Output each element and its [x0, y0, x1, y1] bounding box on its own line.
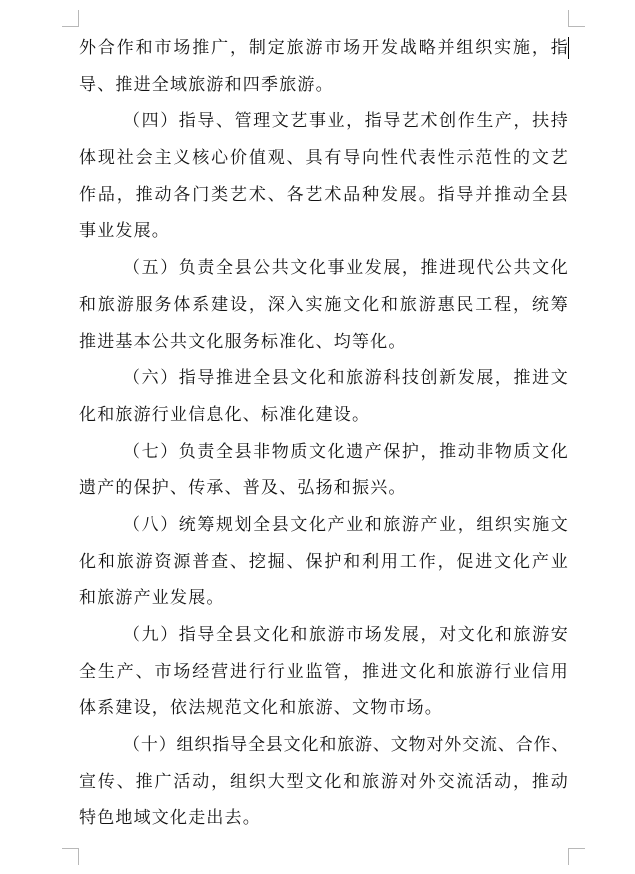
paragraph	[79, 360, 569, 433]
paragraph	[79, 250, 569, 360]
text-line: 体现社会主义核心价值观、具有导向性代表性示范性的文艺	[79, 148, 569, 169]
text-line: （八）统筹规划全县文化产业和旅游产业，组织实施文	[123, 514, 569, 535]
paragraph	[79, 617, 569, 727]
text-line: （十）组织指导全县文化和旅游、文物对外交流、合作、	[123, 735, 569, 756]
paragraph	[79, 30, 569, 103]
text-line: 事业发展。	[79, 221, 170, 242]
document-body[interactable]	[79, 30, 569, 837]
text-line: （六）指导推进全县文化和旅游科技创新发展，推进文	[123, 368, 569, 389]
text-line: （四）指导、管理文艺事业，指导艺术创作生产，扶持	[123, 111, 569, 132]
paragraph	[79, 727, 569, 837]
text-line: 作品，推动各门类艺术、各艺术品种发展。指导并推动全县	[79, 184, 569, 205]
text-line: 全生产、市场经营进行行业监管，推进文化和旅游行业信用	[79, 661, 569, 682]
text-line: 推进基本公共文化服务标准化、均等化。	[79, 331, 407, 352]
text-line: 特色地域文化走出去。	[79, 808, 261, 829]
margin-corner-top-left	[62, 10, 79, 27]
text-line: 导、推进全域旅游和四季旅游。	[79, 74, 334, 95]
text-line: （五）负责全县公共文化事业发展，推进现代公共文化	[123, 258, 569, 279]
text-line: 体系建设，依法规范文化和旅游、文物市场。	[79, 698, 443, 719]
text-line: 和旅游服务体系建设，深入实施文化和旅游惠民工程，统筹	[79, 294, 569, 315]
margin-corner-bottom-left	[62, 848, 79, 865]
text-line: 化和旅游资源普查、挖掘、保护和利用工作，促进文化产业	[79, 551, 569, 572]
margin-corner-top-right	[568, 10, 585, 27]
text-line: 遗产的保护、传承、普及、弘扬和振兴。	[79, 478, 407, 499]
paragraph	[79, 103, 569, 250]
text-line: 化和旅游行业信息化、标准化建设。	[79, 404, 371, 425]
text-line: （九）指导全县文化和旅游市场发展，对文化和旅游安	[123, 625, 569, 645]
text-line: （七）负责全县非物质文化遗产保护，推动非物质文化	[123, 441, 569, 462]
text-line: 和旅游产业发展。	[79, 588, 225, 609]
text-line: 宣传、推广活动，组织大型文化和旅游对外交流活动，推动	[79, 771, 569, 792]
paragraph	[79, 434, 569, 507]
text-line: 外合作和市场推广，制定旅游市场开发战略并组织实施，指	[79, 38, 569, 58]
margin-corner-bottom-right	[568, 848, 585, 865]
paragraph	[79, 507, 569, 617]
